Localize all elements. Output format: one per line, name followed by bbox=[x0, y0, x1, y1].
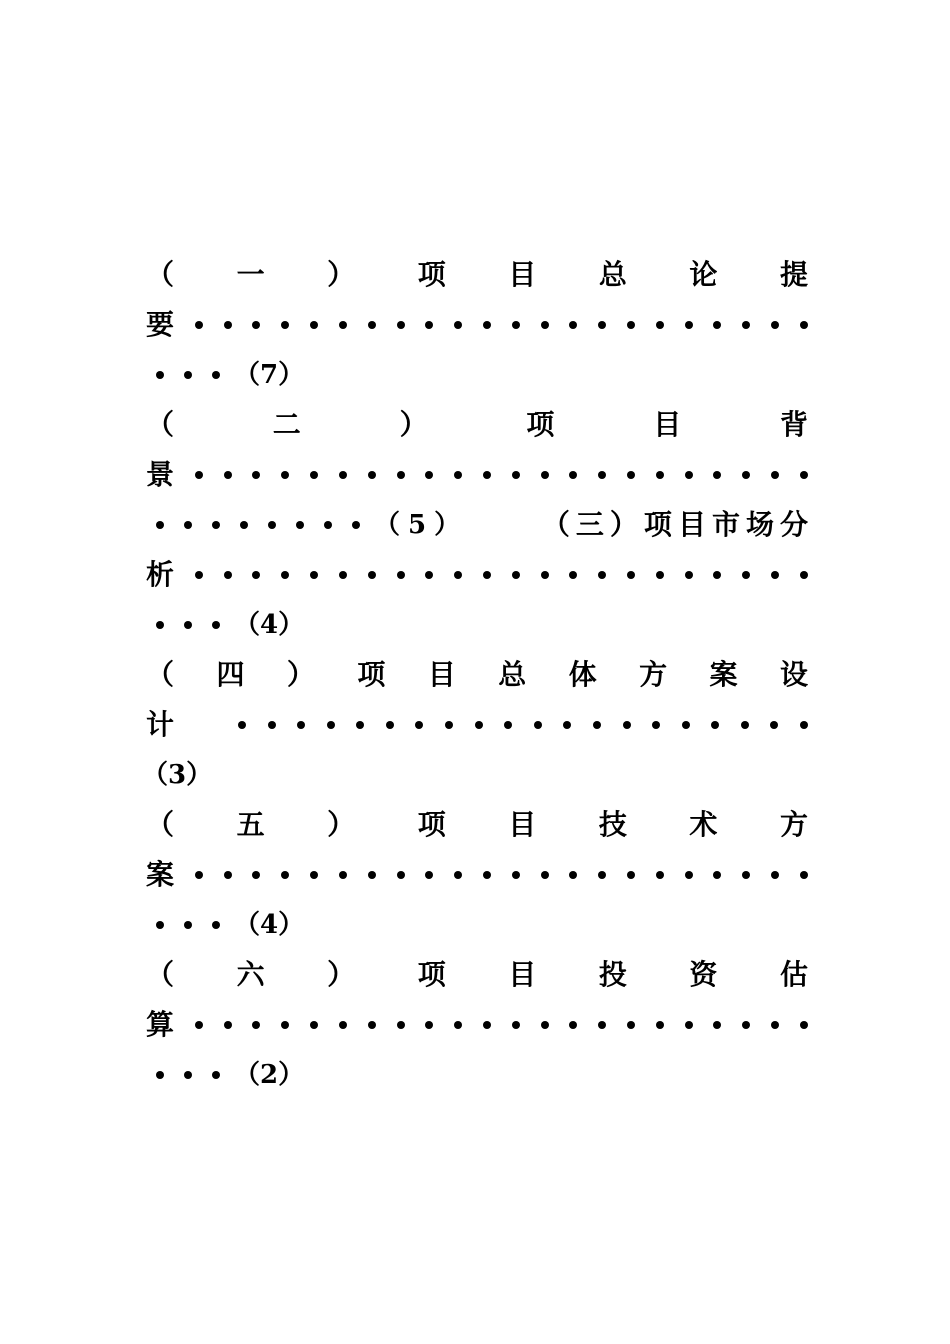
leader-dot bbox=[512, 571, 520, 579]
toc-char: 析 bbox=[146, 558, 175, 591]
toc-entry-3-title bbox=[542, 505, 808, 545]
toc-char: 目 bbox=[677, 508, 706, 541]
leader-dot bbox=[627, 471, 635, 479]
leader-dot bbox=[310, 571, 318, 579]
toc-char: 六 bbox=[236, 958, 265, 991]
toc-char: 估 bbox=[779, 958, 808, 991]
leader-dot bbox=[771, 321, 779, 329]
leader-dot bbox=[156, 921, 164, 929]
toc-char: 方 bbox=[779, 808, 808, 841]
leader-dot bbox=[297, 721, 305, 729]
toc-char: 设 bbox=[779, 658, 808, 691]
toc-entry-1-title bbox=[146, 255, 808, 295]
leader-dot bbox=[386, 721, 394, 729]
leader-dot bbox=[454, 571, 462, 579]
leader-dot bbox=[445, 721, 453, 729]
leader-dot bbox=[623, 721, 631, 729]
leader-dot bbox=[281, 571, 289, 579]
toc-char: （ bbox=[146, 958, 175, 991]
page-number: （7） bbox=[234, 360, 305, 390]
leader-dot bbox=[656, 871, 664, 879]
toc-char: 资 bbox=[689, 958, 718, 991]
toc-char: 二 bbox=[272, 408, 301, 441]
leader-dot bbox=[339, 471, 347, 479]
leader-dot bbox=[483, 471, 491, 479]
leader-dot bbox=[598, 471, 606, 479]
leader-dot bbox=[368, 471, 376, 479]
leader-dot bbox=[195, 871, 203, 879]
toc-char: 项 bbox=[643, 508, 672, 541]
toc-entry-4-title bbox=[146, 655, 808, 695]
leader-dot bbox=[742, 1021, 750, 1029]
leader-dot bbox=[512, 871, 520, 879]
leader-dot bbox=[224, 471, 232, 479]
leader-dot bbox=[184, 371, 192, 379]
page-number: （5） bbox=[374, 510, 469, 540]
leader-dot bbox=[685, 571, 693, 579]
leader-dot bbox=[656, 571, 664, 579]
toc-entry-6-page bbox=[146, 1055, 818, 1095]
toc-char: 景 bbox=[146, 458, 175, 491]
leader-dot bbox=[512, 471, 520, 479]
toc-char: 案 bbox=[709, 658, 738, 691]
leader-dot bbox=[685, 321, 693, 329]
leader-dot bbox=[368, 571, 376, 579]
toc-char: ） bbox=[327, 958, 356, 991]
leader-dot bbox=[800, 321, 808, 329]
leader-dot bbox=[454, 471, 462, 479]
leader-dot bbox=[397, 871, 405, 879]
leader-dot bbox=[296, 521, 304, 529]
leader-dot bbox=[771, 571, 779, 579]
toc-char: 体 bbox=[568, 658, 597, 691]
leader-dot bbox=[569, 1021, 577, 1029]
leader-dot bbox=[512, 321, 520, 329]
toc-char: 提 bbox=[779, 258, 808, 291]
leader-dot bbox=[742, 571, 750, 579]
leader-dot bbox=[195, 471, 203, 479]
leader-dot bbox=[425, 871, 433, 879]
leader-dot bbox=[771, 871, 779, 879]
leader-dot bbox=[541, 871, 549, 879]
toc-char: 目 bbox=[427, 658, 456, 691]
toc-char: ） bbox=[327, 258, 356, 291]
leader-dot bbox=[742, 321, 750, 329]
leader-dot bbox=[627, 321, 635, 329]
toc-char: （ bbox=[146, 658, 175, 691]
leader-dot bbox=[224, 321, 232, 329]
leader-dot bbox=[281, 321, 289, 329]
leader-dot bbox=[238, 721, 246, 729]
leader-dot bbox=[212, 371, 220, 379]
leader-dot bbox=[356, 721, 364, 729]
leader-dot bbox=[593, 721, 601, 729]
leader-dot bbox=[268, 721, 276, 729]
leader-dot bbox=[368, 321, 376, 329]
leader-dot bbox=[195, 321, 203, 329]
leader-dot bbox=[598, 1021, 606, 1029]
leader-dot bbox=[541, 321, 549, 329]
toc-char: 分 bbox=[779, 508, 808, 541]
leader-dot bbox=[195, 1021, 203, 1029]
toc-entry-5-title bbox=[146, 805, 808, 845]
toc-char: （ bbox=[146, 808, 175, 841]
leader-dot bbox=[425, 571, 433, 579]
leader-dot bbox=[627, 571, 635, 579]
toc-entry-3-leader bbox=[146, 555, 808, 595]
leader-dot bbox=[682, 721, 690, 729]
leader-dot bbox=[598, 871, 606, 879]
leader-dot bbox=[771, 471, 779, 479]
toc-entry-5-page bbox=[146, 905, 818, 945]
toc-char: 场 bbox=[745, 508, 774, 541]
leader-dot bbox=[425, 471, 433, 479]
leader-dot bbox=[310, 871, 318, 879]
leader-dot bbox=[310, 321, 318, 329]
leader-dot bbox=[252, 321, 260, 329]
leader-dot bbox=[800, 1021, 808, 1029]
toc-char: 项 bbox=[417, 958, 446, 991]
toc-char: 背 bbox=[779, 408, 808, 441]
leader-dot bbox=[627, 871, 635, 879]
leader-dot bbox=[685, 1021, 693, 1029]
toc-char: 术 bbox=[689, 808, 718, 841]
toc-entry-4-leader bbox=[146, 705, 808, 745]
leader-dot bbox=[156, 1071, 164, 1079]
leader-dot bbox=[339, 1021, 347, 1029]
leader-dot bbox=[310, 471, 318, 479]
leader-dot bbox=[504, 721, 512, 729]
toc-entry-4-page bbox=[142, 755, 808, 795]
leader-dot bbox=[483, 321, 491, 329]
toc-char: 项 bbox=[357, 658, 386, 691]
leader-dot bbox=[713, 471, 721, 479]
leader-dot bbox=[800, 871, 808, 879]
leader-dot bbox=[598, 321, 606, 329]
leader-dot bbox=[770, 721, 778, 729]
leader-dot bbox=[281, 471, 289, 479]
page-number: （3） bbox=[142, 760, 213, 790]
toc-char: ） bbox=[609, 508, 638, 541]
toc-char: 目 bbox=[508, 808, 537, 841]
leader-dot bbox=[352, 521, 360, 529]
leader-dot bbox=[569, 571, 577, 579]
leader-dot bbox=[339, 571, 347, 579]
toc-char: 三 bbox=[575, 508, 604, 541]
leader-dot bbox=[742, 871, 750, 879]
leader-dot bbox=[240, 521, 248, 529]
leader-dot bbox=[454, 871, 462, 879]
leader-dot bbox=[281, 1021, 289, 1029]
toc-entry-3-page bbox=[146, 605, 818, 645]
page-number: （4） bbox=[234, 610, 305, 640]
leader-dot bbox=[713, 321, 721, 329]
leader-dot bbox=[339, 321, 347, 329]
toc-char: （ bbox=[541, 508, 570, 541]
leader-dot bbox=[281, 871, 289, 879]
leader-dot bbox=[252, 1021, 260, 1029]
leader-dot bbox=[541, 1021, 549, 1029]
toc-char: 技 bbox=[598, 808, 627, 841]
toc-char: ） bbox=[327, 808, 356, 841]
leader-dot bbox=[475, 721, 483, 729]
leader-dot bbox=[327, 721, 335, 729]
leader-dot bbox=[569, 321, 577, 329]
toc-char: 计 bbox=[146, 708, 175, 741]
toc-char: 目 bbox=[508, 258, 537, 291]
leader-dot bbox=[742, 471, 750, 479]
leader-dot bbox=[563, 721, 571, 729]
leader-dot bbox=[224, 1021, 232, 1029]
toc-entry-2-title bbox=[146, 405, 808, 445]
leader-dot bbox=[685, 471, 693, 479]
page-number: （4） bbox=[234, 910, 305, 940]
leader-dot bbox=[541, 471, 549, 479]
leader-dot bbox=[184, 1071, 192, 1079]
leader-dot bbox=[569, 471, 577, 479]
leader-dot bbox=[800, 721, 808, 729]
leader-dot bbox=[252, 871, 260, 879]
toc-char: 论 bbox=[689, 258, 718, 291]
leader-dot bbox=[627, 1021, 635, 1029]
toc-char: 案 bbox=[146, 858, 175, 891]
page-number: （2） bbox=[234, 1060, 305, 1090]
toc-char: 四 bbox=[216, 658, 245, 691]
leader-dot bbox=[454, 1021, 462, 1029]
toc-char: 总 bbox=[498, 658, 527, 691]
toc-char: 项 bbox=[526, 408, 555, 441]
leader-dot bbox=[397, 471, 405, 479]
toc-char: 市 bbox=[711, 508, 740, 541]
toc-char: 五 bbox=[236, 808, 265, 841]
leader-dot bbox=[483, 871, 491, 879]
toc-entry-6-title bbox=[146, 955, 808, 995]
leader-dot bbox=[534, 721, 542, 729]
leader-dot bbox=[771, 1021, 779, 1029]
leader-dot bbox=[368, 1021, 376, 1029]
leader-dot bbox=[156, 621, 164, 629]
leader-dot bbox=[512, 1021, 520, 1029]
toc-char: 一 bbox=[236, 258, 265, 291]
toc-entry-1-leader bbox=[146, 305, 808, 345]
leader-dot bbox=[224, 571, 232, 579]
toc-char: 目 bbox=[508, 958, 537, 991]
leader-dot bbox=[656, 1021, 664, 1029]
toc-char: 总 bbox=[598, 258, 627, 291]
leader-dot bbox=[656, 471, 664, 479]
leader-dot bbox=[685, 871, 693, 879]
leader-dot bbox=[252, 471, 260, 479]
toc-entry-6-leader bbox=[146, 1005, 808, 1045]
toc-entry-2-leader bbox=[146, 455, 808, 495]
toc-char: 方 bbox=[639, 658, 668, 691]
leader-dot bbox=[212, 921, 220, 929]
leader-dot bbox=[368, 871, 376, 879]
leader-dot bbox=[310, 1021, 318, 1029]
leader-dot bbox=[425, 321, 433, 329]
leader-dot bbox=[156, 371, 164, 379]
leader-dot bbox=[212, 621, 220, 629]
leader-dot bbox=[415, 721, 423, 729]
leader-dots bbox=[238, 721, 808, 729]
leader-dot bbox=[224, 871, 232, 879]
leader-dot bbox=[713, 871, 721, 879]
leader-dot bbox=[652, 721, 660, 729]
toc-entry-2-page bbox=[146, 505, 808, 545]
leader-dot bbox=[184, 521, 192, 529]
leader-dot bbox=[800, 571, 808, 579]
leader-dot bbox=[184, 621, 192, 629]
leader-dot bbox=[713, 1021, 721, 1029]
toc-char: 项 bbox=[417, 258, 446, 291]
leader-dot bbox=[268, 521, 276, 529]
leader-dot bbox=[212, 521, 220, 529]
toc-char: 要 bbox=[146, 308, 175, 341]
leader-dot bbox=[541, 571, 549, 579]
leader-dot bbox=[184, 921, 192, 929]
leader-dot bbox=[598, 571, 606, 579]
leader-dot bbox=[397, 1021, 405, 1029]
toc-entry-1-page bbox=[146, 355, 818, 395]
leader-dot bbox=[397, 321, 405, 329]
leader-dot bbox=[195, 571, 203, 579]
leader-dot bbox=[252, 571, 260, 579]
leader-dot bbox=[454, 321, 462, 329]
leader-dot bbox=[800, 471, 808, 479]
leader-dot bbox=[483, 1021, 491, 1029]
leader-dot bbox=[324, 521, 332, 529]
toc-char: （ bbox=[146, 408, 175, 441]
leader-dot bbox=[212, 1071, 220, 1079]
leader-dot bbox=[397, 571, 405, 579]
leader-dot bbox=[483, 571, 491, 579]
leader-dot bbox=[741, 721, 749, 729]
leader-dot bbox=[711, 721, 719, 729]
leader-dots bbox=[146, 521, 360, 529]
leader-dot bbox=[425, 1021, 433, 1029]
toc-char: （ bbox=[146, 258, 175, 291]
leader-dot bbox=[569, 871, 577, 879]
toc-char: 项 bbox=[417, 808, 446, 841]
leader-dot bbox=[339, 871, 347, 879]
toc-char: 算 bbox=[146, 1008, 175, 1041]
toc-char: 目 bbox=[653, 408, 682, 441]
toc-char: ） bbox=[286, 658, 315, 691]
toc-char: 投 bbox=[598, 958, 627, 991]
leader-dot bbox=[156, 521, 164, 529]
leader-dot bbox=[713, 571, 721, 579]
toc-char: ） bbox=[399, 408, 428, 441]
toc-entry-5-leader bbox=[146, 855, 808, 895]
leader-dot bbox=[656, 321, 664, 329]
